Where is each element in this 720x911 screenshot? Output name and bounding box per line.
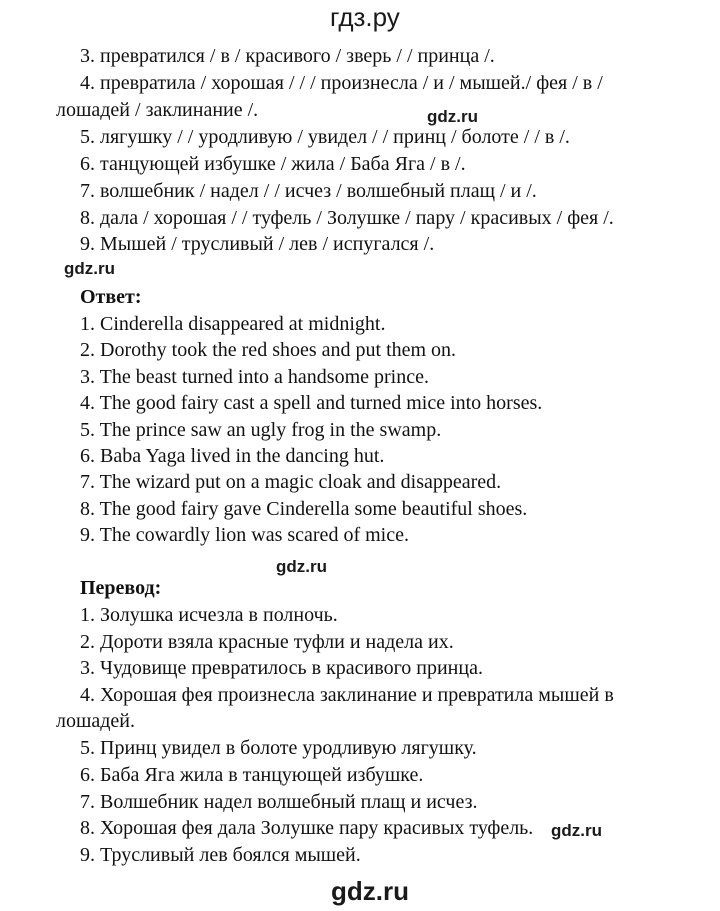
watermark: gdz.ru [64, 259, 115, 278]
answer-item: 4. The good fairy cast a spell and turned mice into horses. [80, 392, 543, 414]
answer-item: 3. The beast turned into a handsome prince. [80, 366, 429, 388]
answer-item: 5. The prince saw an ugly frog in the swamp. [80, 419, 442, 441]
watermark-bottom: gdz.ru [331, 876, 409, 906]
word-line: 5. лягушку / / уродливую / увидел / / принц / болоте / / в /. [80, 126, 570, 148]
word-line: 8. дала / хорошая / / туфель / Золушке / пару / красивых / фея /. [80, 207, 614, 229]
translation-item: 6. Баба Яга жила в танцующей избушке. [80, 764, 424, 786]
watermark: gdz.ru [276, 557, 327, 576]
translation-item: 3. Чудовище превратилось в красивого принца. [80, 657, 483, 679]
watermark-top: гдз.ру [330, 2, 400, 32]
word-line: лошадей / заклинание /. [56, 99, 259, 121]
translation-item: 8. Хорошая фея дала Золушке пару красивых туфель. [80, 817, 534, 839]
translation-item: 4. Хорошая фея произнесла заклинание и превратила мышей в [80, 684, 614, 706]
translation-item: лошадей. [56, 710, 136, 732]
translation-heading: Перевод: [80, 577, 162, 599]
answer-item: 2. Dorothy took the red shoes and put them on. [80, 339, 457, 361]
translation-item: 5. Принц увидел в болоте уродливую лягушку. [80, 737, 477, 759]
word-line: 7. волшебник / надел / / исчез / волшебный плащ / и /. [80, 180, 537, 202]
answer-item: 8. The good fairy gave Cinderella some beautiful shoes. [80, 498, 528, 520]
word-line: 4. превратила / хорошая / / / произнесла / и / мышей./ фея / в / [80, 72, 603, 94]
watermark: gdz.ru [551, 821, 602, 840]
watermark: gdz.ru [427, 107, 478, 126]
translation-item: 1. Золушка исчезла в полночь. [80, 604, 338, 626]
answer-heading: Ответ: [80, 286, 142, 308]
answer-item: 6. Baba Yaga lived in the dancing hut. [80, 445, 385, 467]
translation-item: 2. Дороти взяла красные туфли и надела их. [80, 631, 454, 653]
word-line: 6. танцующей избушке / жила / Баба Яга / в /. [80, 153, 466, 175]
translation-item: 9. Трусливый лев боялся мышей. [80, 844, 361, 866]
answer-item: 9. The cowardly lion was scared of mice. [80, 524, 409, 546]
word-line: 9. Мышей / трусливый / лев / испугался /. [80, 233, 435, 255]
translation-item: 7. Волшебник надел волшебный плащ и исчез. [80, 791, 478, 813]
answer-item: 1. Cinderella disappeared at midnight. [80, 313, 386, 335]
answer-item: 7. The wizard put on a magic cloak and disappeared. [80, 471, 502, 493]
word-line: 3. превратился / в / красивого / зверь / / принца /. [80, 45, 495, 67]
